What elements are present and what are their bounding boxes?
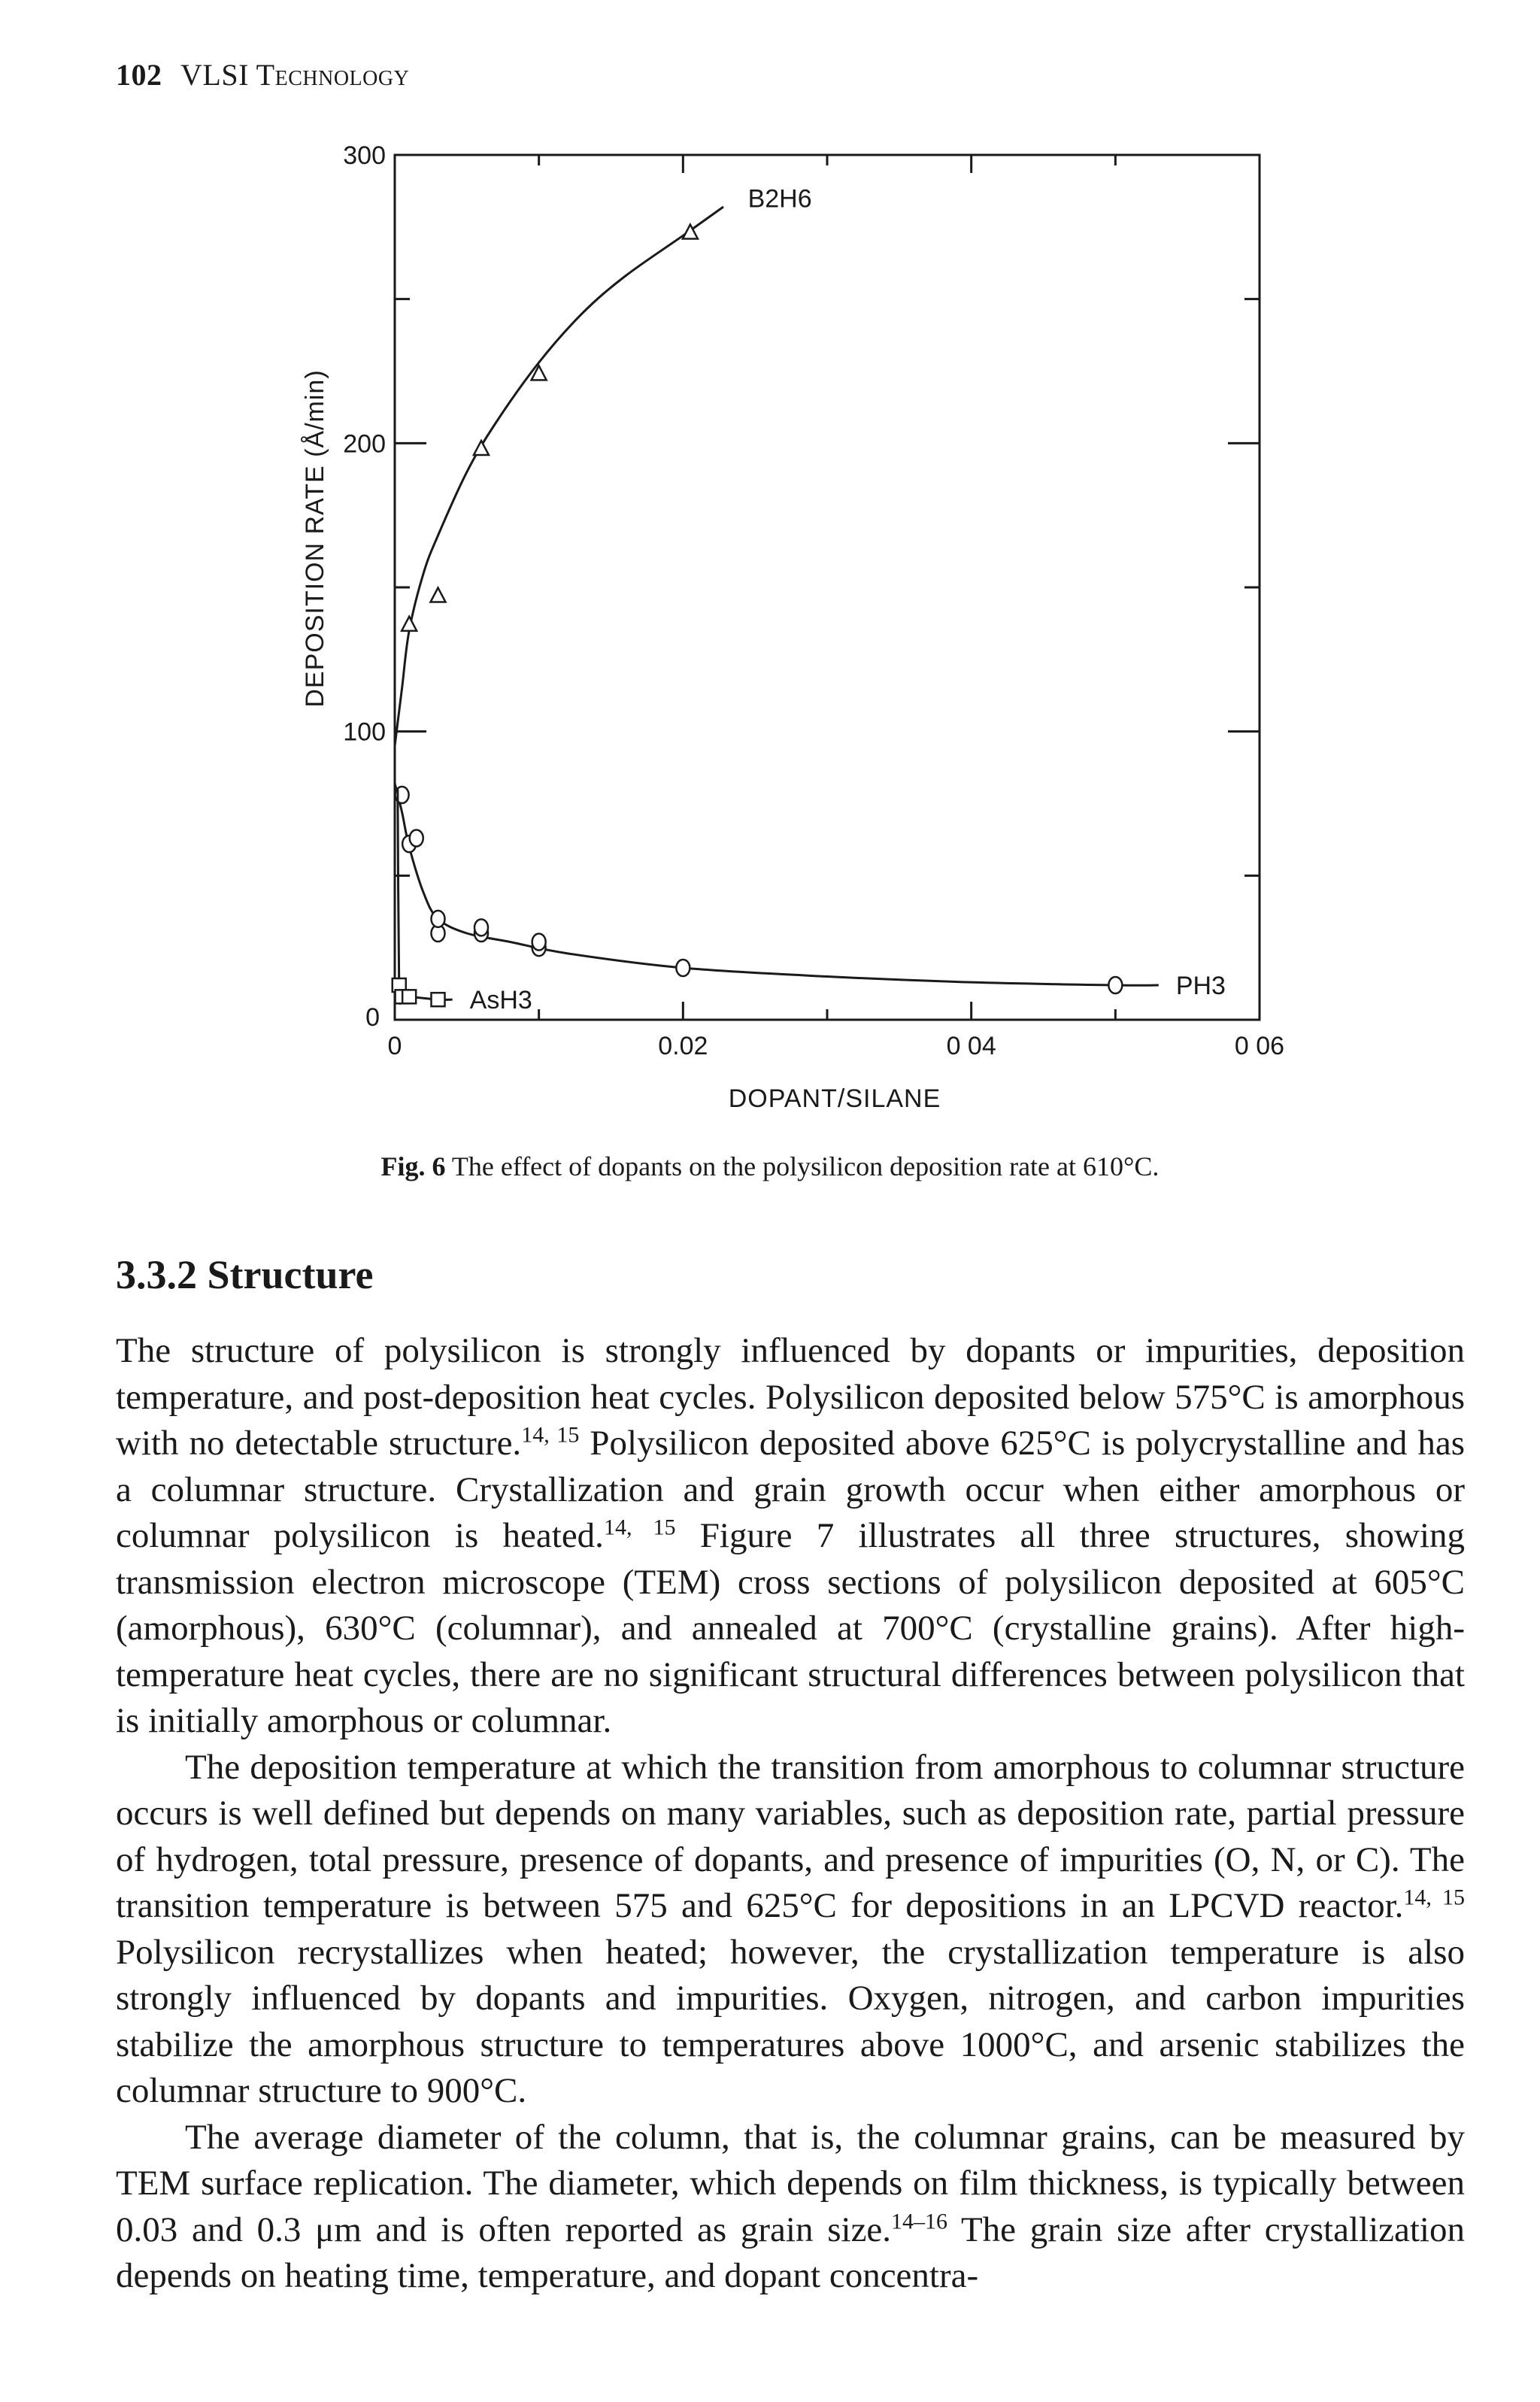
page-number: 102 [116, 58, 162, 92]
b2h6-point [431, 588, 446, 602]
section-number: 3.3.2 [116, 1252, 197, 1297]
b2h6-point [402, 617, 417, 631]
figure-caption [0, 1151, 1540, 1182]
citation: 14, 15 [603, 1515, 676, 1540]
section-title: Structure [207, 1252, 374, 1297]
running-head [116, 57, 409, 93]
y-axis-label: DEPOSITION RATE (Å/min) [301, 369, 329, 708]
paragraph-text: The deposition temperature at which the transition from amorphous to columnar structure occurs is well defined but depends on many variables, such as deposition rate, partial pressure of hydrogen, total pressure, presence of dopants, and presence of impurities (O, N, or C). The transition temperature is between 575 and 625°C for depositions in an LPCVD reactor. [116, 1747, 1465, 1925]
ph3-point [1108, 977, 1122, 993]
y-tick-label: 0 [365, 1003, 380, 1032]
paragraph-text: Figure 7 illustrates all three structures, showing transmission electron microscope (TEM) cross sections of polysilicon deposited at 605°C (amorphous), 630°C (columnar), and annealed at 700°C (crystalline grains). After high-temperature heat cycles, there are no significant structural differences between polysilicon that is initially amorphous or columnar. [116, 1516, 1466, 1740]
ph3-point [532, 934, 546, 951]
paragraph-text: Polysilicon deposited above 625°C is polycrystalline and has a columnar structure. Crystallization and grain growth occur when either amorphous or columnar polysilicon is heated. [116, 1424, 1466, 1555]
paragraph-text: The structure of polysilicon is strongly influenced by dopants or impurities, deposition temperature, and post-deposition heat cycles. Polysilicon deposited below 575°C is amorphous with no detectable structure. [116, 1331, 1465, 1463]
paragraph-text: Polysilicon recrystallizes when heated; however, the crystallization temperature is also strongly influenced by dopants and impurities. Oxygen, nitrogen, and carbon impurities stabilize the amorphous structure to temperatures above 1000°C, and arsenic stabilizes the columnar structure to 900°C. [116, 1932, 1465, 2110]
paragraph-text: The grain size after crystallization depends on heating time, temperature, and dopant concentra- [116, 2209, 1465, 2295]
x-tick-label: 0 [387, 1032, 402, 1060]
x-tick-label: 0 04 [946, 1032, 996, 1060]
ash3-point [432, 993, 445, 1006]
ph3-point [432, 911, 445, 927]
y-tick-label: 300 [343, 141, 386, 170]
b2h6-point [474, 441, 489, 455]
ash3-series-label: AsH3 [469, 986, 532, 1015]
ph3-curve [395, 784, 1159, 986]
figure-6 [286, 128, 1308, 1121]
x-tick-label: 0 06 [1234, 1032, 1285, 1060]
b2h6-curve [395, 207, 723, 746]
running-title: VLSI Technology [180, 58, 410, 92]
y-tick-label: 100 [343, 717, 386, 747]
citation: 14–16 [891, 2208, 948, 2234]
paragraph-3 [116, 2115, 1465, 2300]
b2h6-series-label: B2H6 [747, 184, 812, 214]
x-tick-label: 0.02 [658, 1032, 708, 1060]
plot-frame [395, 155, 1260, 1020]
figure-caption-text: The effect of dopants on the polysilicon deposition rate at 610°C. [451, 1151, 1160, 1181]
figure-caption-label: Fig. 6 [380, 1151, 446, 1181]
paragraph-2 [116, 1745, 1465, 2115]
y-tick-label: 200 [343, 429, 386, 459]
ph3-point [410, 830, 423, 847]
ph3-point [676, 960, 690, 976]
ash3-point [402, 990, 416, 1003]
ph3-series-label: PH3 [1175, 972, 1226, 1000]
paragraph-text: The average diameter of the column, that is, the columnar grains, can be measured by TEM surface replication. The diameter, which depends on film thickness, is typically between 0.03 and 0.3 μm and is often reported as grain size. [116, 2117, 1465, 2249]
body-text [116, 1328, 1465, 2300]
x-axis-label: DOPANT/SILANE [728, 1084, 941, 1113]
citation: 14, 15 [521, 1422, 580, 1448]
ph3-point [474, 919, 488, 936]
paragraph-1 [116, 1328, 1465, 1745]
deposition-rate-chart [286, 128, 1308, 1121]
section-heading [116, 1251, 373, 1298]
citation: 14, 15 [1403, 1885, 1465, 1910]
